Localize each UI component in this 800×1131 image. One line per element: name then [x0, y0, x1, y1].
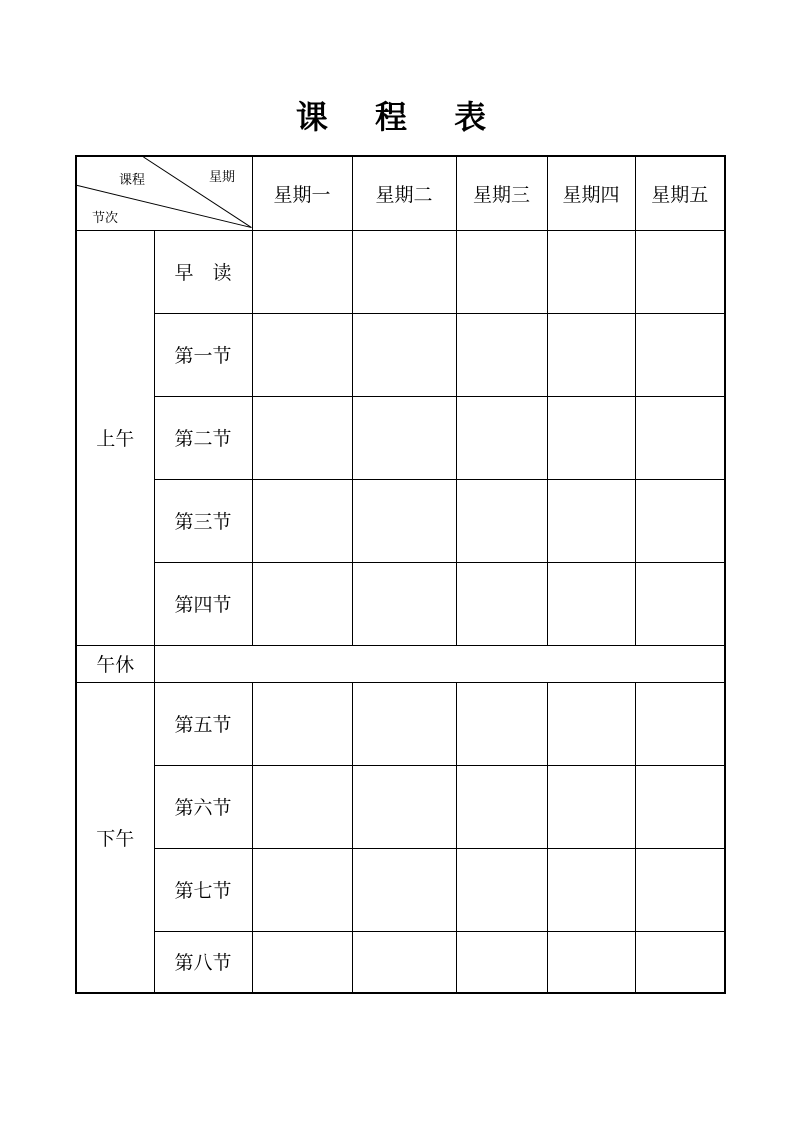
- noon-label: 午休: [76, 645, 154, 682]
- schedule-cell[interactable]: [252, 765, 352, 848]
- table-row: [76, 848, 725, 931]
- schedule-cell[interactable]: [252, 479, 352, 562]
- schedule-cell[interactable]: [456, 848, 547, 931]
- schedule-cell[interactable]: [456, 230, 547, 313]
- noon-cell[interactable]: [154, 645, 725, 682]
- schedule-cell[interactable]: [547, 682, 635, 765]
- table-row: [76, 313, 725, 396]
- schedule-cell[interactable]: [456, 313, 547, 396]
- corner-label-week: 星期: [209, 170, 236, 185]
- schedule-cell[interactable]: [252, 396, 352, 479]
- period-label: 第三节: [154, 479, 252, 562]
- period-label: 第一节: [154, 313, 252, 396]
- schedule-cell[interactable]: [635, 765, 725, 848]
- schedule-cell[interactable]: [352, 848, 456, 931]
- schedule-cell[interactable]: [252, 931, 352, 993]
- schedule-cell[interactable]: [456, 765, 547, 848]
- period-label: 第七节: [154, 848, 252, 931]
- day-header-thu: 星期四: [547, 156, 635, 230]
- schedule-cell[interactable]: [252, 848, 352, 931]
- corner-label-course: 课程: [119, 173, 146, 188]
- schedule-cell[interactable]: [352, 396, 456, 479]
- schedule-cell[interactable]: [635, 313, 725, 396]
- schedule-cell[interactable]: [547, 313, 635, 396]
- schedule-cell[interactable]: [252, 230, 352, 313]
- schedule-cell[interactable]: [635, 479, 725, 562]
- table-row: [76, 765, 725, 848]
- schedule-cell[interactable]: [547, 479, 635, 562]
- schedule-cell[interactable]: [635, 848, 725, 931]
- corner-header: [76, 156, 252, 230]
- schedule-cell[interactable]: [252, 562, 352, 645]
- schedule-cell[interactable]: [635, 396, 725, 479]
- header-row: [76, 156, 725, 230]
- schedule-cell[interactable]: [547, 765, 635, 848]
- corner-label-period: 节次: [92, 211, 119, 226]
- schedule-cell[interactable]: [456, 931, 547, 993]
- day-header-tue: 星期二: [352, 156, 456, 230]
- schedule-cell[interactable]: [547, 562, 635, 645]
- noon-row: [76, 645, 725, 682]
- period-label: 早 读: [154, 230, 252, 313]
- table-row: [76, 230, 725, 313]
- day-header-fri: 星期五: [635, 156, 725, 230]
- schedule-cell[interactable]: [252, 682, 352, 765]
- schedule-cell[interactable]: [456, 479, 547, 562]
- period-label: 第二节: [154, 396, 252, 479]
- day-header-wed: 星期三: [456, 156, 547, 230]
- schedule-cell[interactable]: [352, 479, 456, 562]
- schedule-cell[interactable]: [635, 931, 725, 993]
- schedule-table: [75, 155, 726, 994]
- schedule-cell[interactable]: [352, 682, 456, 765]
- table-row: [76, 479, 725, 562]
- schedule-cell[interactable]: [252, 313, 352, 396]
- schedule-cell[interactable]: [352, 230, 456, 313]
- period-label: 第六节: [154, 765, 252, 848]
- page-title: 课 程 表: [295, 98, 505, 136]
- schedule-cell[interactable]: [547, 848, 635, 931]
- schedule-cell[interactable]: [352, 313, 456, 396]
- table-row: [76, 562, 725, 645]
- schedule-cell[interactable]: [352, 765, 456, 848]
- period-label: 第四节: [154, 562, 252, 645]
- table-row: [76, 682, 725, 765]
- schedule-cell[interactable]: [635, 682, 725, 765]
- morning-label: 上午: [76, 230, 154, 645]
- period-label: 第五节: [154, 682, 252, 765]
- day-header-mon: 星期一: [252, 156, 352, 230]
- schedule-cell[interactable]: [352, 931, 456, 993]
- schedule-cell[interactable]: [456, 562, 547, 645]
- period-label: 第八节: [154, 931, 252, 993]
- schedule-cell[interactable]: [456, 682, 547, 765]
- schedule-cell[interactable]: [352, 562, 456, 645]
- schedule-cell[interactable]: [547, 931, 635, 993]
- afternoon-label: 下午: [76, 682, 154, 993]
- schedule-cell[interactable]: [635, 230, 725, 313]
- schedule-cell[interactable]: [635, 562, 725, 645]
- schedule-cell[interactable]: [547, 396, 635, 479]
- schedule-cell[interactable]: [547, 230, 635, 313]
- table-row: [76, 931, 725, 993]
- schedule-cell[interactable]: [456, 396, 547, 479]
- table-row: [76, 396, 725, 479]
